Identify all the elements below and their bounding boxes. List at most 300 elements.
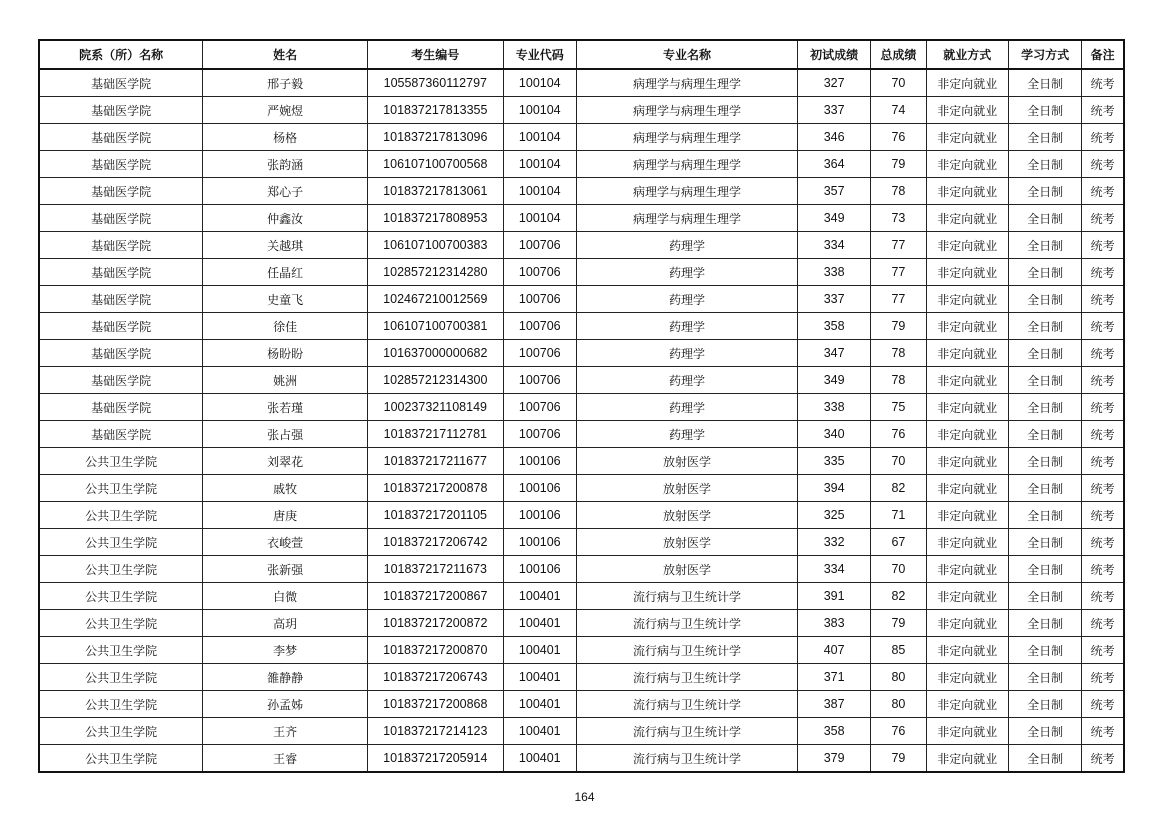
cell-candidate-id: 101837217200872 [368,610,504,637]
cell-major-code: 100401 [503,637,576,664]
cell-remarks: 统考 [1082,502,1124,529]
cell-major-name: 流行病与卫生统计学 [576,583,797,610]
cell-candidate-id: 101837217206743 [368,664,504,691]
table-row [39,124,1124,151]
cell-employment-type: 非定向就业 [926,151,1008,178]
cell-department: 公共卫生学院 [39,529,203,556]
cell-initial-score: 357 [797,178,870,205]
cell-employment-type: 非定向就业 [926,124,1008,151]
cell-major-code: 100401 [503,691,576,718]
cell-candidate-id: 101837217200878 [368,475,504,502]
cell-major-code: 100401 [503,583,576,610]
cell-total-score: 76 [871,124,926,151]
cell-name: 严婉煜 [203,97,368,124]
cell-major-code: 100104 [503,151,576,178]
cell-study-mode: 全日制 [1008,259,1081,286]
cell-name: 张占强 [203,421,368,448]
cell-name: 杨格 [203,124,368,151]
cell-employment-type: 非定向就业 [926,664,1008,691]
table-row [39,637,1124,664]
cell-study-mode: 全日制 [1008,394,1081,421]
cell-name: 杨盼盼 [203,340,368,367]
table-row [39,556,1124,583]
table-row [39,178,1124,205]
cell-total-score: 70 [871,448,926,475]
cell-candidate-id: 101837217200868 [368,691,504,718]
cell-study-mode: 全日制 [1008,637,1081,664]
cell-study-mode: 全日制 [1008,178,1081,205]
cell-department: 公共卫生学院 [39,502,203,529]
cell-initial-score: 358 [797,313,870,340]
cell-department: 基础医学院 [39,259,203,286]
cell-name: 李梦 [203,637,368,664]
cell-major-name: 病理学与病理生理学 [576,151,797,178]
cell-total-score: 76 [871,421,926,448]
cell-employment-type: 非定向就业 [926,718,1008,745]
cell-name: 白微 [203,583,368,610]
cell-department: 基础医学院 [39,97,203,124]
cell-candidate-id: 101637000000682 [368,340,504,367]
cell-name: 史童飞 [203,286,368,313]
cell-total-score: 70 [871,556,926,583]
cell-total-score: 79 [871,745,926,773]
table-row [39,259,1124,286]
cell-name: 张韵涵 [203,151,368,178]
cell-study-mode: 全日制 [1008,664,1081,691]
cell-employment-type: 非定向就业 [926,502,1008,529]
cell-major-name: 病理学与病理生理学 [576,205,797,232]
cell-major-name: 药理学 [576,259,797,286]
cell-study-mode: 全日制 [1008,745,1081,773]
cell-remarks: 统考 [1082,394,1124,421]
table-row [39,151,1124,178]
cell-candidate-id: 101837217211677 [368,448,504,475]
page-number: 164 [574,790,595,804]
cell-candidate-id: 102467210012569 [368,286,504,313]
cell-initial-score: 371 [797,664,870,691]
cell-study-mode: 全日制 [1008,718,1081,745]
table-row [39,313,1124,340]
header-major-code: 专业代码 [503,40,576,69]
cell-department: 基础医学院 [39,421,203,448]
cell-study-mode: 全日制 [1008,610,1081,637]
cell-employment-type: 非定向就业 [926,556,1008,583]
cell-total-score: 79 [871,151,926,178]
cell-employment-type: 非定向就业 [926,286,1008,313]
cell-remarks: 统考 [1082,556,1124,583]
cell-department: 基础医学院 [39,178,203,205]
cell-remarks: 统考 [1082,691,1124,718]
cell-name: 关越琪 [203,232,368,259]
cell-name: 张新强 [203,556,368,583]
cell-department: 基础医学院 [39,313,203,340]
cell-initial-score: 391 [797,583,870,610]
cell-major-code: 100706 [503,394,576,421]
cell-major-name: 流行病与卫生统计学 [576,718,797,745]
cell-total-score: 76 [871,718,926,745]
cell-major-code: 100106 [503,529,576,556]
cell-remarks: 统考 [1082,340,1124,367]
cell-major-code: 100104 [503,97,576,124]
cell-initial-score: 335 [797,448,870,475]
cell-name: 邢子毅 [203,69,368,97]
cell-employment-type: 非定向就业 [926,367,1008,394]
cell-remarks: 统考 [1082,69,1124,97]
header-name: 姓名 [203,40,368,69]
cell-major-code: 100706 [503,367,576,394]
header-candidate-id: 考生编号 [368,40,504,69]
cell-major-name: 放射医学 [576,556,797,583]
cell-total-score: 67 [871,529,926,556]
cell-department: 公共卫生学院 [39,556,203,583]
table-row [39,610,1124,637]
cell-employment-type: 非定向就业 [926,313,1008,340]
cell-study-mode: 全日制 [1008,421,1081,448]
cell-initial-score: 407 [797,637,870,664]
cell-study-mode: 全日制 [1008,529,1081,556]
cell-major-code: 100706 [503,340,576,367]
cell-employment-type: 非定向就业 [926,178,1008,205]
cell-candidate-id: 101837217808953 [368,205,504,232]
table-row [39,664,1124,691]
cell-remarks: 统考 [1082,718,1124,745]
cell-major-name: 放射医学 [576,502,797,529]
cell-remarks: 统考 [1082,205,1124,232]
cell-candidate-id: 101837217206742 [368,529,504,556]
cell-employment-type: 非定向就业 [926,394,1008,421]
cell-total-score: 78 [871,178,926,205]
cell-candidate-id: 101837217200870 [368,637,504,664]
cell-name: 衣峻萱 [203,529,368,556]
table-row [39,340,1124,367]
cell-department: 公共卫生学院 [39,583,203,610]
cell-study-mode: 全日制 [1008,286,1081,313]
cell-study-mode: 全日制 [1008,232,1081,259]
cell-candidate-id: 101837217813061 [368,178,504,205]
cell-candidate-id: 106107100700568 [368,151,504,178]
cell-department: 公共卫生学院 [39,691,203,718]
cell-total-score: 78 [871,340,926,367]
header-study-mode: 学习方式 [1008,40,1081,69]
table-row [39,691,1124,718]
cell-employment-type: 非定向就业 [926,529,1008,556]
cell-employment-type: 非定向就业 [926,610,1008,637]
header-major-name: 专业名称 [576,40,797,69]
cell-major-code: 100706 [503,286,576,313]
cell-major-code: 100104 [503,124,576,151]
cell-major-code: 100706 [503,259,576,286]
cell-major-code: 100706 [503,421,576,448]
cell-candidate-id: 101837217201105 [368,502,504,529]
cell-remarks: 统考 [1082,286,1124,313]
cell-remarks: 统考 [1082,313,1124,340]
cell-remarks: 统考 [1082,259,1124,286]
cell-initial-score: 337 [797,286,870,313]
cell-study-mode: 全日制 [1008,97,1081,124]
table-row [39,583,1124,610]
cell-name: 徐佳 [203,313,368,340]
cell-study-mode: 全日制 [1008,69,1081,97]
cell-major-name: 病理学与病理生理学 [576,178,797,205]
cell-study-mode: 全日制 [1008,124,1081,151]
cell-major-code: 100106 [503,556,576,583]
cell-remarks: 统考 [1082,745,1124,773]
cell-total-score: 82 [871,475,926,502]
cell-initial-score: 337 [797,97,870,124]
table-row [39,69,1124,97]
cell-candidate-id: 100237321108149 [368,394,504,421]
cell-major-code: 100401 [503,664,576,691]
cell-employment-type: 非定向就业 [926,421,1008,448]
cell-name: 姚洲 [203,367,368,394]
cell-major-name: 药理学 [576,421,797,448]
cell-major-name: 病理学与病理生理学 [576,69,797,97]
cell-department: 公共卫生学院 [39,745,203,773]
cell-remarks: 统考 [1082,529,1124,556]
cell-name: 戚牧 [203,475,368,502]
cell-total-score: 79 [871,313,926,340]
cell-study-mode: 全日制 [1008,583,1081,610]
cell-employment-type: 非定向就业 [926,259,1008,286]
cell-name: 郑心子 [203,178,368,205]
cell-candidate-id: 101837217214123 [368,718,504,745]
cell-major-code: 100106 [503,448,576,475]
cell-major-name: 流行病与卫生统计学 [576,664,797,691]
cell-initial-score: 332 [797,529,870,556]
cell-department: 基础医学院 [39,286,203,313]
cell-candidate-id: 101837217112781 [368,421,504,448]
cell-department: 基础医学院 [39,69,203,97]
table-row [39,448,1124,475]
cell-major-code: 100706 [503,232,576,259]
cell-total-score: 82 [871,583,926,610]
cell-name: 仲鑫汝 [203,205,368,232]
cell-major-code: 100401 [503,718,576,745]
cell-major-code: 100104 [503,178,576,205]
cell-employment-type: 非定向就业 [926,448,1008,475]
cell-study-mode: 全日制 [1008,475,1081,502]
cell-major-name: 流行病与卫生统计学 [576,637,797,664]
cell-total-score: 80 [871,664,926,691]
table-row [39,286,1124,313]
cell-initial-score: 349 [797,367,870,394]
cell-department: 基础医学院 [39,394,203,421]
cell-department: 基础医学院 [39,205,203,232]
cell-employment-type: 非定向就业 [926,691,1008,718]
cell-total-score: 80 [871,691,926,718]
cell-initial-score: 327 [797,69,870,97]
table-row [39,421,1124,448]
cell-initial-score: 334 [797,556,870,583]
cell-department: 基础医学院 [39,340,203,367]
cell-initial-score: 334 [797,232,870,259]
table-row [39,367,1124,394]
header-initial-score: 初试成绩 [797,40,870,69]
cell-total-score: 74 [871,97,926,124]
cell-total-score: 77 [871,286,926,313]
table-row [39,718,1124,745]
cell-remarks: 统考 [1082,232,1124,259]
cell-initial-score: 358 [797,718,870,745]
cell-major-name: 药理学 [576,232,797,259]
cell-major-name: 流行病与卫生统计学 [576,691,797,718]
cell-major-name: 病理学与病理生理学 [576,124,797,151]
table-row [39,205,1124,232]
cell-department: 基础医学院 [39,232,203,259]
table-row [39,745,1124,773]
admission-table [38,39,1125,773]
cell-initial-score: 349 [797,205,870,232]
admission-list-sheet [38,39,1125,773]
cell-initial-score: 340 [797,421,870,448]
cell-employment-type: 非定向就业 [926,583,1008,610]
cell-candidate-id: 101837217813355 [368,97,504,124]
cell-study-mode: 全日制 [1008,691,1081,718]
cell-major-code: 100104 [503,205,576,232]
cell-employment-type: 非定向就业 [926,340,1008,367]
cell-total-score: 71 [871,502,926,529]
cell-candidate-id: 105587360112797 [368,69,504,97]
cell-study-mode: 全日制 [1008,151,1081,178]
cell-study-mode: 全日制 [1008,502,1081,529]
cell-candidate-id: 101837217205914 [368,745,504,773]
cell-department: 基础医学院 [39,151,203,178]
cell-remarks: 统考 [1082,421,1124,448]
cell-major-name: 药理学 [576,394,797,421]
cell-candidate-id: 106107100700381 [368,313,504,340]
header-total-score: 总成绩 [871,40,926,69]
table-header-row [39,40,1124,69]
cell-total-score: 77 [871,259,926,286]
cell-total-score: 78 [871,367,926,394]
cell-remarks: 统考 [1082,151,1124,178]
cell-study-mode: 全日制 [1008,340,1081,367]
cell-remarks: 统考 [1082,178,1124,205]
cell-name: 高玥 [203,610,368,637]
cell-department: 公共卫生学院 [39,475,203,502]
cell-total-score: 77 [871,232,926,259]
cell-department: 公共卫生学院 [39,610,203,637]
cell-initial-score: 346 [797,124,870,151]
cell-remarks: 统考 [1082,97,1124,124]
cell-department: 基础医学院 [39,124,203,151]
cell-initial-score: 387 [797,691,870,718]
header-remarks: 备注 [1082,40,1124,69]
cell-remarks: 统考 [1082,637,1124,664]
table-body [39,69,1124,772]
cell-major-name: 放射医学 [576,475,797,502]
cell-remarks: 统考 [1082,448,1124,475]
table-row [39,529,1124,556]
cell-name: 刘翠花 [203,448,368,475]
cell-initial-score: 347 [797,340,870,367]
cell-remarks: 统考 [1082,367,1124,394]
cell-major-name: 流行病与卫生统计学 [576,610,797,637]
cell-initial-score: 394 [797,475,870,502]
cell-study-mode: 全日制 [1008,313,1081,340]
cell-major-name: 病理学与病理生理学 [576,97,797,124]
cell-major-code: 100401 [503,745,576,773]
cell-major-code: 100106 [503,475,576,502]
cell-remarks: 统考 [1082,124,1124,151]
cell-department: 公共卫生学院 [39,637,203,664]
cell-initial-score: 383 [797,610,870,637]
cell-initial-score: 379 [797,745,870,773]
cell-study-mode: 全日制 [1008,556,1081,583]
cell-name: 王齐 [203,718,368,745]
cell-employment-type: 非定向就业 [926,232,1008,259]
table-row [39,394,1124,421]
cell-candidate-id: 106107100700383 [368,232,504,259]
cell-employment-type: 非定向就业 [926,69,1008,97]
cell-candidate-id: 102857212314300 [368,367,504,394]
table-row [39,502,1124,529]
cell-major-code: 100104 [503,69,576,97]
cell-major-name: 药理学 [576,313,797,340]
cell-initial-score: 338 [797,259,870,286]
cell-major-name: 放射医学 [576,448,797,475]
cell-department: 公共卫生学院 [39,664,203,691]
cell-total-score: 85 [871,637,926,664]
cell-initial-score: 364 [797,151,870,178]
cell-major-code: 100706 [503,313,576,340]
cell-remarks: 统考 [1082,664,1124,691]
cell-major-name: 流行病与卫生统计学 [576,745,797,773]
cell-major-code: 100401 [503,610,576,637]
cell-employment-type: 非定向就业 [926,637,1008,664]
cell-total-score: 73 [871,205,926,232]
cell-name: 任晶红 [203,259,368,286]
cell-candidate-id: 101837217813096 [368,124,504,151]
cell-employment-type: 非定向就业 [926,475,1008,502]
cell-candidate-id: 101837217211673 [368,556,504,583]
cell-initial-score: 338 [797,394,870,421]
cell-remarks: 统考 [1082,475,1124,502]
cell-total-score: 70 [871,69,926,97]
table-row [39,232,1124,259]
cell-remarks: 统考 [1082,583,1124,610]
header-employment-type: 就业方式 [926,40,1008,69]
cell-name: 雒静静 [203,664,368,691]
cell-major-name: 放射医学 [576,529,797,556]
cell-name: 张若瑾 [203,394,368,421]
cell-department: 公共卫生学院 [39,718,203,745]
cell-total-score: 75 [871,394,926,421]
cell-candidate-id: 102857212314280 [368,259,504,286]
cell-department: 公共卫生学院 [39,448,203,475]
cell-employment-type: 非定向就业 [926,205,1008,232]
cell-initial-score: 325 [797,502,870,529]
cell-major-name: 药理学 [576,367,797,394]
cell-department: 基础医学院 [39,367,203,394]
cell-remarks: 统考 [1082,610,1124,637]
table-row [39,475,1124,502]
cell-name: 孙孟姊 [203,691,368,718]
cell-employment-type: 非定向就业 [926,745,1008,773]
table-row [39,97,1124,124]
header-department: 院系（所）名称 [39,40,203,69]
cell-major-name: 药理学 [576,340,797,367]
cell-study-mode: 全日制 [1008,367,1081,394]
cell-candidate-id: 101837217200867 [368,583,504,610]
cell-major-name: 药理学 [576,286,797,313]
cell-name: 王睿 [203,745,368,773]
cell-major-code: 100106 [503,502,576,529]
cell-study-mode: 全日制 [1008,448,1081,475]
cell-total-score: 79 [871,610,926,637]
cell-employment-type: 非定向就业 [926,97,1008,124]
cell-study-mode: 全日制 [1008,205,1081,232]
